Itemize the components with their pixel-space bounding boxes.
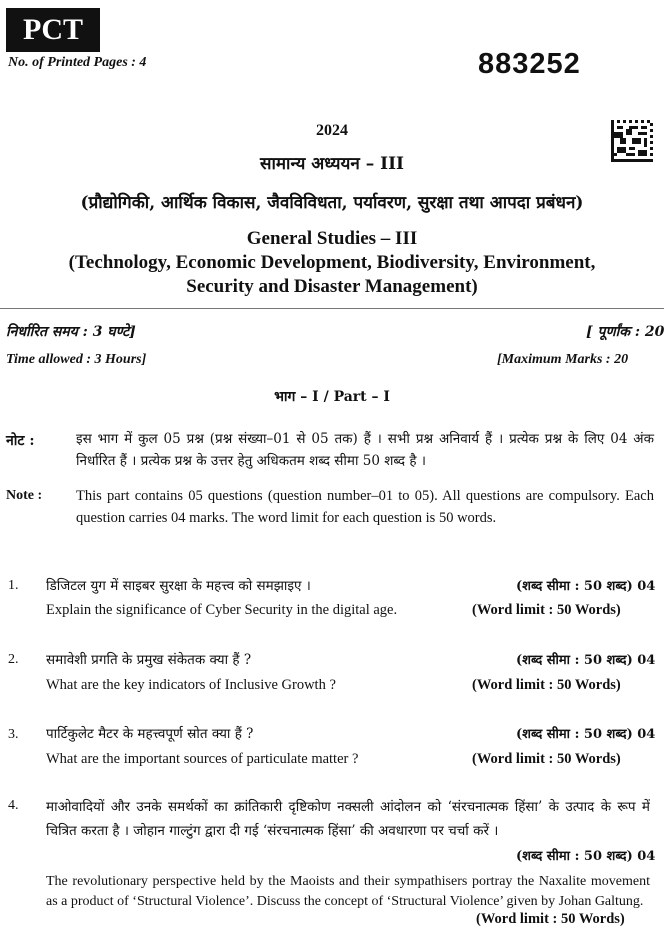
question-number: 4. — [8, 798, 19, 813]
exam-year: 2024 — [316, 122, 348, 139]
word-limit-english: (Word limit : 50 Words) — [472, 911, 625, 928]
question-number: 3. — [8, 727, 19, 742]
note-label-english: Note : — [6, 488, 43, 503]
printed-pages: No. of Printed Pages : 4 — [8, 55, 147, 70]
question-3-english: What are the important sources of particulate matter ? — [46, 751, 359, 767]
time-allowed-english: Time allowed : 3 Hours] — [6, 352, 147, 367]
question-1-hindi: डिजिटल युग में साइबर सुरक्षा के महत्त्व को समझाइए । — [46, 578, 311, 594]
question-number: 2. — [8, 652, 19, 667]
part-heading: भाग – I / Part – I — [274, 389, 390, 405]
word-limit-hindi: (शब्द सीमा : 50 शब्द) 04 — [516, 579, 656, 594]
note-text-hindi: इस भाग में कुल 05 प्रश्न (प्रश्न संख्या–01 से 05 तक) हैं । सभी प्रश्न अनिवार्य हैं । प्रत्येक प्रश्न के लिए 04 अंक निर्धारित हैं । प्रत्येक प्रश्न के उत्तर हेतु अधिकतम शब्द सीमा 50 शब्द है । — [76, 431, 654, 469]
english-title: General Studies – III — [246, 228, 418, 249]
question-4-english: The revolutionary perspective held by the Maoists and their sympathisers portray the Naxalite movement as a product of ‘Structural Violence’. Discuss the concept of ‘Structural Violence’ given by Johan Galtung. — [46, 874, 650, 909]
question-3-hindi: पार्टिकुलेट मैटर के महत्त्वपूर्ण स्रोत क्या हैं ? — [46, 726, 254, 742]
max-marks-english: [Maximum Marks : 20 — [497, 352, 629, 367]
max-marks-hindi: [ पूर्णांक : 20 — [586, 324, 664, 340]
english-subtitle-line1: (Technology, Economic Development, Biodiversity, Environment, — [68, 252, 596, 273]
english-subtitle-line2: Security and Disaster Management) — [186, 276, 478, 297]
question-2-hindi: समावेशी प्रगति के प्रमुख संकेतक क्या हैं ? — [46, 652, 252, 668]
word-limit-hindi: (शब्द सीमा : 50 शब्द) 04 — [516, 849, 656, 864]
question-number: 1. — [8, 578, 19, 593]
question-1-english: Explain the significance of Cyber Security in the digital age. — [46, 602, 398, 618]
hindi-title: सामान्य अध्ययन – III — [260, 154, 404, 174]
question-2-english: What are the key indicators of Inclusive Growth ? — [46, 677, 336, 693]
note-text-english: This part contains 05 questions (question number–01 to 05). All questions are compulsory. Each question carries 04 marks. The word limit for each question is 50 words. — [76, 488, 654, 526]
exam-badge: PCT — [6, 8, 100, 52]
word-limit-english: (Word limit : 50 Words) — [472, 751, 621, 767]
word-limit-hindi: (शब्द सीमा : 50 शब्द) 04 — [516, 727, 656, 742]
divider — [0, 308, 664, 309]
word-limit-hindi: (शब्द सीमा : 50 शब्द) 04 — [516, 653, 656, 668]
word-limit-english: (Word limit : 50 Words) — [472, 602, 621, 618]
hindi-subtitle: (प्रौद्योगिकी, आर्थिक विकास, जैवविविधता, पर्यावरण, सुरक्षा तथा आपदा प्रबंधन) — [80, 193, 584, 213]
note-label-hindi: नोट : — [6, 433, 35, 449]
question-4-hindi: माओवादियों और उनके समर्थकों का क्रांतिकारी दृष्टिकोण नक्सली आंदोलन को ‘संरचनात्मक हिंसा’ के उत्पाद के रूप में चित्रित करता है । जोहान गाल्टुंग द्वारा दी गई ‘संरचनात्मक हिंसा’ की अवधारणा पर चर्चा करें । — [46, 799, 650, 839]
time-allowed-hindi: निर्धारित समय : 3 घण्टे] — [6, 324, 136, 340]
word-limit-english: (Word limit : 50 Words) — [472, 677, 621, 693]
paper-code: 883252 — [478, 48, 581, 80]
